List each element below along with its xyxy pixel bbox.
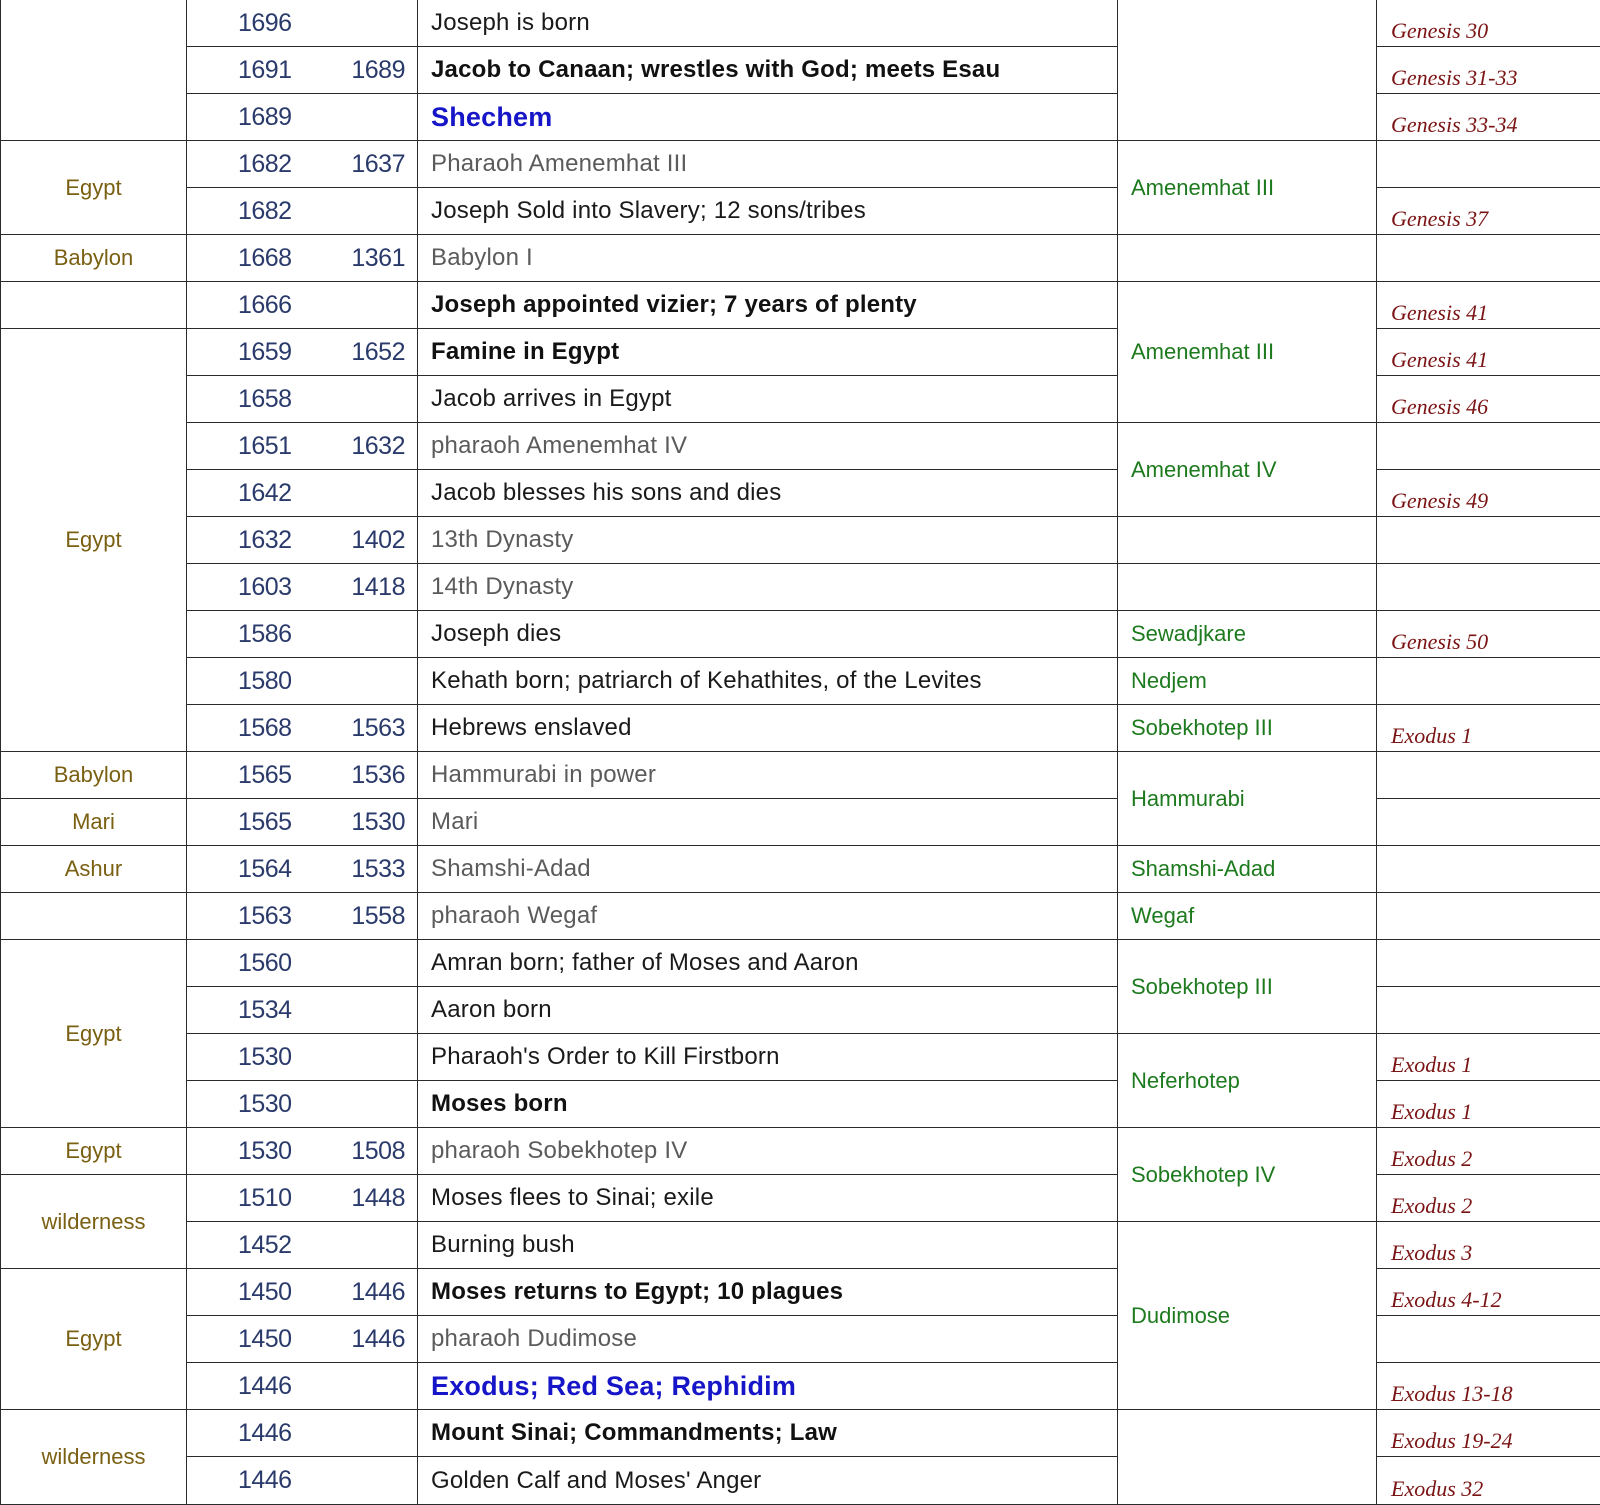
event-cell: Exodus; Red Sea; Rephidim xyxy=(418,1363,1118,1410)
event-cell: Famine in Egypt xyxy=(418,329,1118,376)
ruler-cell: Amenemhat III xyxy=(1118,282,1377,423)
region-cell: Ashur xyxy=(1,846,187,893)
reference-cell: Genesis 46 xyxy=(1377,376,1600,423)
start-year-cell: 1568 xyxy=(187,705,311,752)
ruler-cell: Hammurabi xyxy=(1118,752,1377,846)
start-year-cell: 1560 xyxy=(187,940,311,987)
table-row xyxy=(1,705,1600,752)
region-cell: wilderness xyxy=(1,1175,187,1269)
reference-cell xyxy=(1377,799,1600,846)
end-year-cell: 1446 xyxy=(311,1269,418,1316)
start-year-cell: 1530 xyxy=(187,1081,311,1128)
ruler-cell: Amenemhat III xyxy=(1118,141,1377,235)
table-row xyxy=(1,423,1600,470)
ruler-cell: Sobekhotep III xyxy=(1118,940,1377,1034)
region-cell xyxy=(1,282,187,329)
event-cell: Hammurabi in power xyxy=(418,752,1118,799)
event-cell: Burning bush xyxy=(418,1222,1118,1269)
event-cell: Joseph appointed vizier; 7 years of plenty xyxy=(418,282,1118,329)
end-year-cell xyxy=(311,1363,418,1410)
event-cell: Mari xyxy=(418,799,1118,846)
table-row xyxy=(1,235,1600,282)
event-cell: pharaoh Wegaf xyxy=(418,893,1118,940)
start-year-cell: 1452 xyxy=(187,1222,311,1269)
event-cell: Moses flees to Sinai; exile xyxy=(418,1175,1118,1222)
reference-cell: Exodus 2 xyxy=(1377,1128,1600,1175)
reference-cell: Genesis 41 xyxy=(1377,282,1600,329)
end-year-cell xyxy=(311,94,418,141)
event-cell: pharaoh Sobekhotep IV xyxy=(418,1128,1118,1175)
start-year-cell: 1446 xyxy=(187,1363,311,1410)
reference-cell xyxy=(1377,893,1600,940)
event-cell: Golden Calf and Moses' Anger xyxy=(418,1457,1118,1505)
event-cell: pharaoh Amenemhat IV xyxy=(418,423,1118,470)
event-cell: Shechem xyxy=(418,94,1118,141)
end-year-cell: 1402 xyxy=(311,517,418,564)
ruler-cell: Dudimose xyxy=(1118,1222,1377,1410)
table-row xyxy=(1,940,1600,987)
event-cell: Amran born; father of Moses and Aaron xyxy=(418,940,1118,987)
start-year-cell: 1696 xyxy=(187,0,311,47)
start-year-cell: 1642 xyxy=(187,470,311,517)
table-row xyxy=(1,752,1600,799)
table-row xyxy=(1,564,1600,611)
region-cell: wilderness xyxy=(1,1410,187,1505)
end-year-cell xyxy=(311,376,418,423)
start-year-cell: 1450 xyxy=(187,1316,311,1363)
reference-cell: Exodus 4-12 xyxy=(1377,1269,1600,1316)
reference-cell: Genesis 30 xyxy=(1377,0,1600,47)
event-cell: Hebrews enslaved xyxy=(418,705,1118,752)
start-year-cell: 1666 xyxy=(187,282,311,329)
event-cell: pharaoh Dudimose xyxy=(418,1316,1118,1363)
start-year-cell: 1691 xyxy=(187,47,311,94)
reference-cell: Exodus 13-18 xyxy=(1377,1363,1600,1410)
table-row xyxy=(1,282,1600,329)
event-cell: Kehath born; patriarch of Kehathites, of the Levites xyxy=(418,658,1118,705)
reference-cell: Exodus 2 xyxy=(1377,1175,1600,1222)
start-year-cell: 1580 xyxy=(187,658,311,705)
end-year-cell: 1361 xyxy=(311,235,418,282)
reference-cell xyxy=(1377,940,1600,987)
event-cell: Pharaoh Amenemhat III xyxy=(418,141,1118,188)
start-year-cell: 1689 xyxy=(187,94,311,141)
reference-cell xyxy=(1377,752,1600,799)
end-year-cell: 1418 xyxy=(311,564,418,611)
start-year-cell: 1563 xyxy=(187,893,311,940)
reference-cell xyxy=(1377,987,1600,1034)
timeline-body xyxy=(1,0,1600,1505)
region-cell: Egypt xyxy=(1,940,187,1128)
ruler-cell xyxy=(1118,1410,1377,1505)
event-cell: Joseph Sold into Slavery; 12 sons/tribes xyxy=(418,188,1118,235)
event-cell: 14th Dynasty xyxy=(418,564,1118,611)
table-row xyxy=(1,517,1600,564)
start-year-cell: 1510 xyxy=(187,1175,311,1222)
start-year-cell: 1651 xyxy=(187,423,311,470)
ruler-cell: Wegaf xyxy=(1118,893,1377,940)
reference-cell: Exodus 3 xyxy=(1377,1222,1600,1269)
start-year-cell: 1446 xyxy=(187,1410,311,1457)
reference-cell xyxy=(1377,658,1600,705)
start-year-cell: 1446 xyxy=(187,1457,311,1505)
end-year-cell xyxy=(311,611,418,658)
event-cell: Shamshi-Adad xyxy=(418,846,1118,893)
end-year-cell xyxy=(311,1410,418,1457)
reference-cell xyxy=(1377,423,1600,470)
table-row xyxy=(1,1128,1600,1175)
table-row xyxy=(1,141,1600,188)
region-cell xyxy=(1,0,187,141)
start-year-cell: 1565 xyxy=(187,752,311,799)
reference-cell xyxy=(1377,235,1600,282)
end-year-cell: 1632 xyxy=(311,423,418,470)
event-cell: Pharaoh's Order to Kill Firstborn xyxy=(418,1034,1118,1081)
region-cell: Egypt xyxy=(1,141,187,235)
ruler-cell xyxy=(1118,0,1377,141)
end-year-cell: 1508 xyxy=(311,1128,418,1175)
end-year-cell: 1530 xyxy=(311,799,418,846)
start-year-cell: 1564 xyxy=(187,846,311,893)
table-row xyxy=(1,658,1600,705)
start-year-cell: 1530 xyxy=(187,1034,311,1081)
event-cell: Moses born xyxy=(418,1081,1118,1128)
ruler-cell: Shamshi-Adad xyxy=(1118,846,1377,893)
reference-cell: Genesis 37 xyxy=(1377,188,1600,235)
end-year-cell xyxy=(311,1222,418,1269)
start-year-cell: 1603 xyxy=(187,564,311,611)
reference-cell xyxy=(1377,517,1600,564)
ruler-cell: Nedjem xyxy=(1118,658,1377,705)
end-year-cell: 1446 xyxy=(311,1316,418,1363)
start-year-cell: 1668 xyxy=(187,235,311,282)
start-year-cell: 1682 xyxy=(187,188,311,235)
table-row xyxy=(1,1222,1600,1269)
ruler-cell xyxy=(1118,564,1377,611)
end-year-cell xyxy=(311,1457,418,1505)
end-year-cell xyxy=(311,1034,418,1081)
region-cell: Mari xyxy=(1,799,187,846)
event-cell: Jacob to Canaan; wrestles with God; meets Esau xyxy=(418,47,1118,94)
end-year-cell xyxy=(311,658,418,705)
start-year-cell: 1534 xyxy=(187,987,311,1034)
reference-cell: Exodus 1 xyxy=(1377,705,1600,752)
event-cell: 13th Dynasty xyxy=(418,517,1118,564)
end-year-cell: 1448 xyxy=(311,1175,418,1222)
start-year-cell: 1632 xyxy=(187,517,311,564)
table-row xyxy=(1,0,1600,47)
start-year-cell: 1565 xyxy=(187,799,311,846)
region-cell: Egypt xyxy=(1,1128,187,1175)
end-year-cell xyxy=(311,470,418,517)
reference-cell xyxy=(1377,1316,1600,1363)
table-row xyxy=(1,1034,1600,1081)
start-year-cell: 1682 xyxy=(187,141,311,188)
end-year-cell: 1637 xyxy=(311,141,418,188)
event-cell: Jacob arrives in Egypt xyxy=(418,376,1118,423)
end-year-cell xyxy=(311,987,418,1034)
start-year-cell: 1530 xyxy=(187,1128,311,1175)
reference-cell: Genesis 33-34 xyxy=(1377,94,1600,141)
ruler-cell: Sewadjkare xyxy=(1118,611,1377,658)
event-cell: Joseph dies xyxy=(418,611,1118,658)
event-cell: Jacob blesses his sons and dies xyxy=(418,470,1118,517)
region-cell: Egypt xyxy=(1,329,187,752)
region-cell: Babylon xyxy=(1,752,187,799)
start-year-cell: 1659 xyxy=(187,329,311,376)
reference-cell xyxy=(1377,564,1600,611)
ruler-cell: Amenemhat IV xyxy=(1118,423,1377,517)
table-row xyxy=(1,846,1600,893)
start-year-cell: 1586 xyxy=(187,611,311,658)
reference-cell: Exodus 32 xyxy=(1377,1457,1600,1505)
event-cell: Mount Sinai; Commandments; Law xyxy=(418,1410,1118,1457)
start-year-cell: 1450 xyxy=(187,1269,311,1316)
end-year-cell: 1533 xyxy=(311,846,418,893)
region-cell: Babylon xyxy=(1,235,187,282)
end-year-cell: 1563 xyxy=(311,705,418,752)
reference-cell: Genesis 31-33 xyxy=(1377,47,1600,94)
end-year-cell xyxy=(311,1081,418,1128)
ruler-cell xyxy=(1118,517,1377,564)
region-cell: Egypt xyxy=(1,1269,187,1410)
end-year-cell: 1689 xyxy=(311,47,418,94)
ruler-cell: Sobekhotep III xyxy=(1118,705,1377,752)
start-year-cell: 1658 xyxy=(187,376,311,423)
reference-cell: Genesis 49 xyxy=(1377,470,1600,517)
end-year-cell: 1536 xyxy=(311,752,418,799)
ruler-cell xyxy=(1118,235,1377,282)
end-year-cell: 1652 xyxy=(311,329,418,376)
reference-cell: Genesis 41 xyxy=(1377,329,1600,376)
event-cell: Babylon I xyxy=(418,235,1118,282)
end-year-cell xyxy=(311,0,418,47)
ruler-cell: Neferhotep xyxy=(1118,1034,1377,1128)
reference-cell: Genesis 50 xyxy=(1377,611,1600,658)
end-year-cell: 1558 xyxy=(311,893,418,940)
reference-cell: Exodus 19-24 xyxy=(1377,1410,1600,1457)
reference-cell xyxy=(1377,846,1600,893)
event-cell: Aaron born xyxy=(418,987,1118,1034)
reference-cell xyxy=(1377,141,1600,188)
end-year-cell xyxy=(311,188,418,235)
table-row xyxy=(1,611,1600,658)
ruler-cell: Sobekhotep IV xyxy=(1118,1128,1377,1222)
reference-cell: Exodus 1 xyxy=(1377,1081,1600,1128)
table-row xyxy=(1,893,1600,940)
reference-cell: Exodus 1 xyxy=(1377,1034,1600,1081)
region-cell xyxy=(1,893,187,940)
event-cell: Joseph is born xyxy=(418,0,1118,47)
end-year-cell xyxy=(311,940,418,987)
event-cell: Moses returns to Egypt; 10 plagues xyxy=(418,1269,1118,1316)
end-year-cell xyxy=(311,282,418,329)
table-row xyxy=(1,1410,1600,1457)
